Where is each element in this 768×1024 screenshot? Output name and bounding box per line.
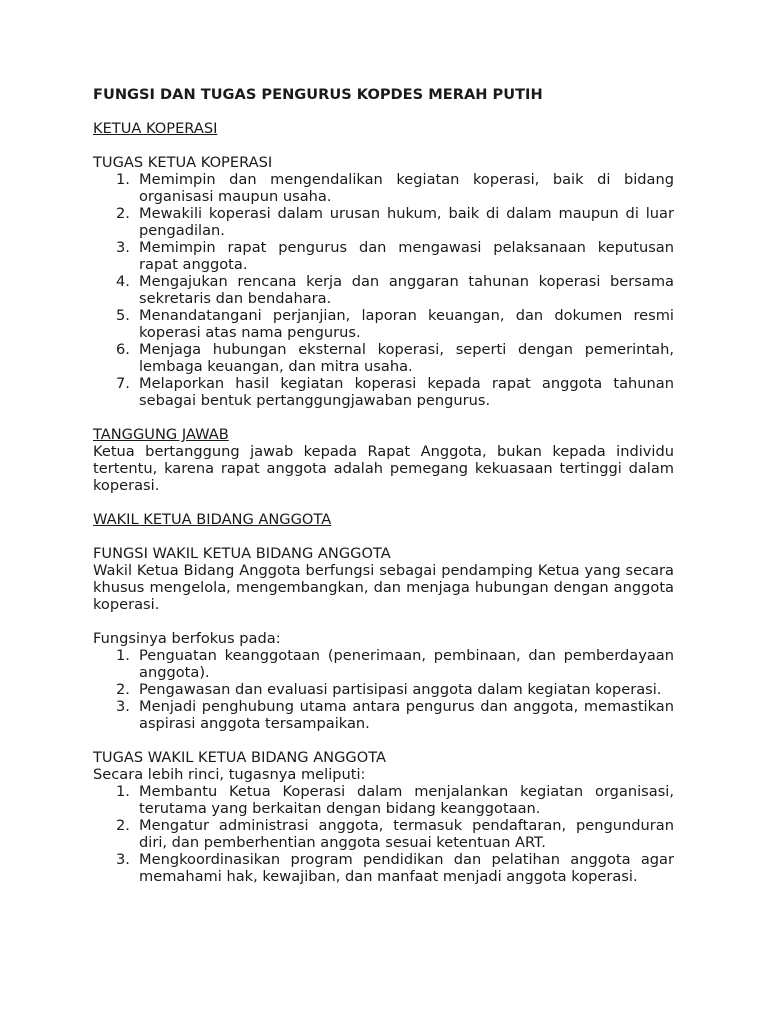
list-item: 5. Menandatangani perjanjian, laporan keuangan, dan dokumen resmi koperasi atas nama pengurus. [116, 307, 674, 341]
tugas-wakil-intro: Secara lebih rinci, tugasnya meliputi: [93, 766, 366, 783]
list-tugas-ketua [93, 171, 674, 409]
section-heading-tanggung-jawab: TANGGUNG JAWAB [93, 426, 229, 443]
list-item: 2. Mewakili koperasi dalam urusan hukum, baik di dalam maupun di luar pengadilan. [116, 205, 674, 239]
list-item: 6. Menjaga hubungan eksternal koperasi, seperti dengan pemerintah, lembaga keuangan, dan mitra usaha. [116, 341, 674, 375]
list-item: 2. Mengatur administrasi anggota, termasuk pendaftaran, pengunduran diri, dan pemberhentian anggota sesuai ketentuan ART. [116, 817, 674, 851]
section-heading-ketua: KETUA KOPERASI [93, 120, 218, 137]
list-item: 4. Mengajukan rencana kerja dan anggaran tahunan koperasi bersama sekretaris dan bendahara. [116, 273, 674, 307]
list-item: 3. Mengkoordinasikan program pendidikan dan pelatihan anggota agar memahami hak, kewajiban, dan manfaat menjadi anggota koperasi. [116, 851, 674, 885]
list-item: 1. Memimpin dan mengendalikan kegiatan koperasi, baik di bidang organisasi maupun usaha. [116, 171, 674, 205]
list-item: 3. Memimpin rapat pengurus dan mengawasi pelaksanaan keputusan rapat anggota. [116, 239, 674, 273]
list-item: 3. Menjadi penghubung utama antara pengurus dan anggota, memastikan aspirasi anggota tersampaikan. [116, 698, 674, 732]
list-tugas-wakil [93, 783, 674, 885]
list-item: 2. Pengawasan dan evaluasi partisipasi anggota dalam kegiatan koperasi. [116, 681, 662, 698]
subheading-fungsi-wakil: FUNGSI WAKIL KETUA BIDANG ANGGOTA [93, 545, 391, 562]
list-fokus-wakil [93, 647, 674, 732]
fokus-intro: Fungsinya berfokus pada: [93, 630, 281, 647]
list-item: 1. Penguatan keanggotaan (penerimaan, pembinaan, dan pemberdayaan anggota). [116, 647, 674, 681]
subheading-tugas-wakil: TUGAS WAKIL KETUA BIDANG ANGGOTA [93, 749, 386, 766]
document-title: FUNGSI DAN TUGAS PENGURUS KOPDES MERAH PUTIH [93, 86, 543, 103]
list-item: 7. Melaporkan hasil kegiatan koperasi kepada rapat anggota tahunan sebagai bentuk pertanggungjawaban pengurus. [116, 375, 674, 409]
list-item: 1. Membantu Ketua Koperasi dalam menjalankan kegiatan organisasi, terutama yang berkaitan dengan bidang keanggotaan. [116, 783, 674, 817]
paragraph-tanggung-jawab: Ketua bertanggung jawab kepada Rapat Anggota, bukan kepada individu tertentu, karena rapat anggota adalah pemegang kekuasaan tertinggi dalam koperasi. [93, 443, 674, 494]
paragraph-fungsi-wakil: Wakil Ketua Bidang Anggota berfungsi sebagai pendamping Ketua yang secara khusus mengelola, mengembangkan, dan menjaga hubungan dengan anggota koperasi. [93, 562, 674, 613]
document-page [93, 86, 674, 885]
section-heading-wakil-ketua: WAKIL KETUA BIDANG ANGGOTA [93, 511, 332, 528]
subheading-tugas-ketua: TUGAS KETUA KOPERASI [93, 154, 273, 171]
